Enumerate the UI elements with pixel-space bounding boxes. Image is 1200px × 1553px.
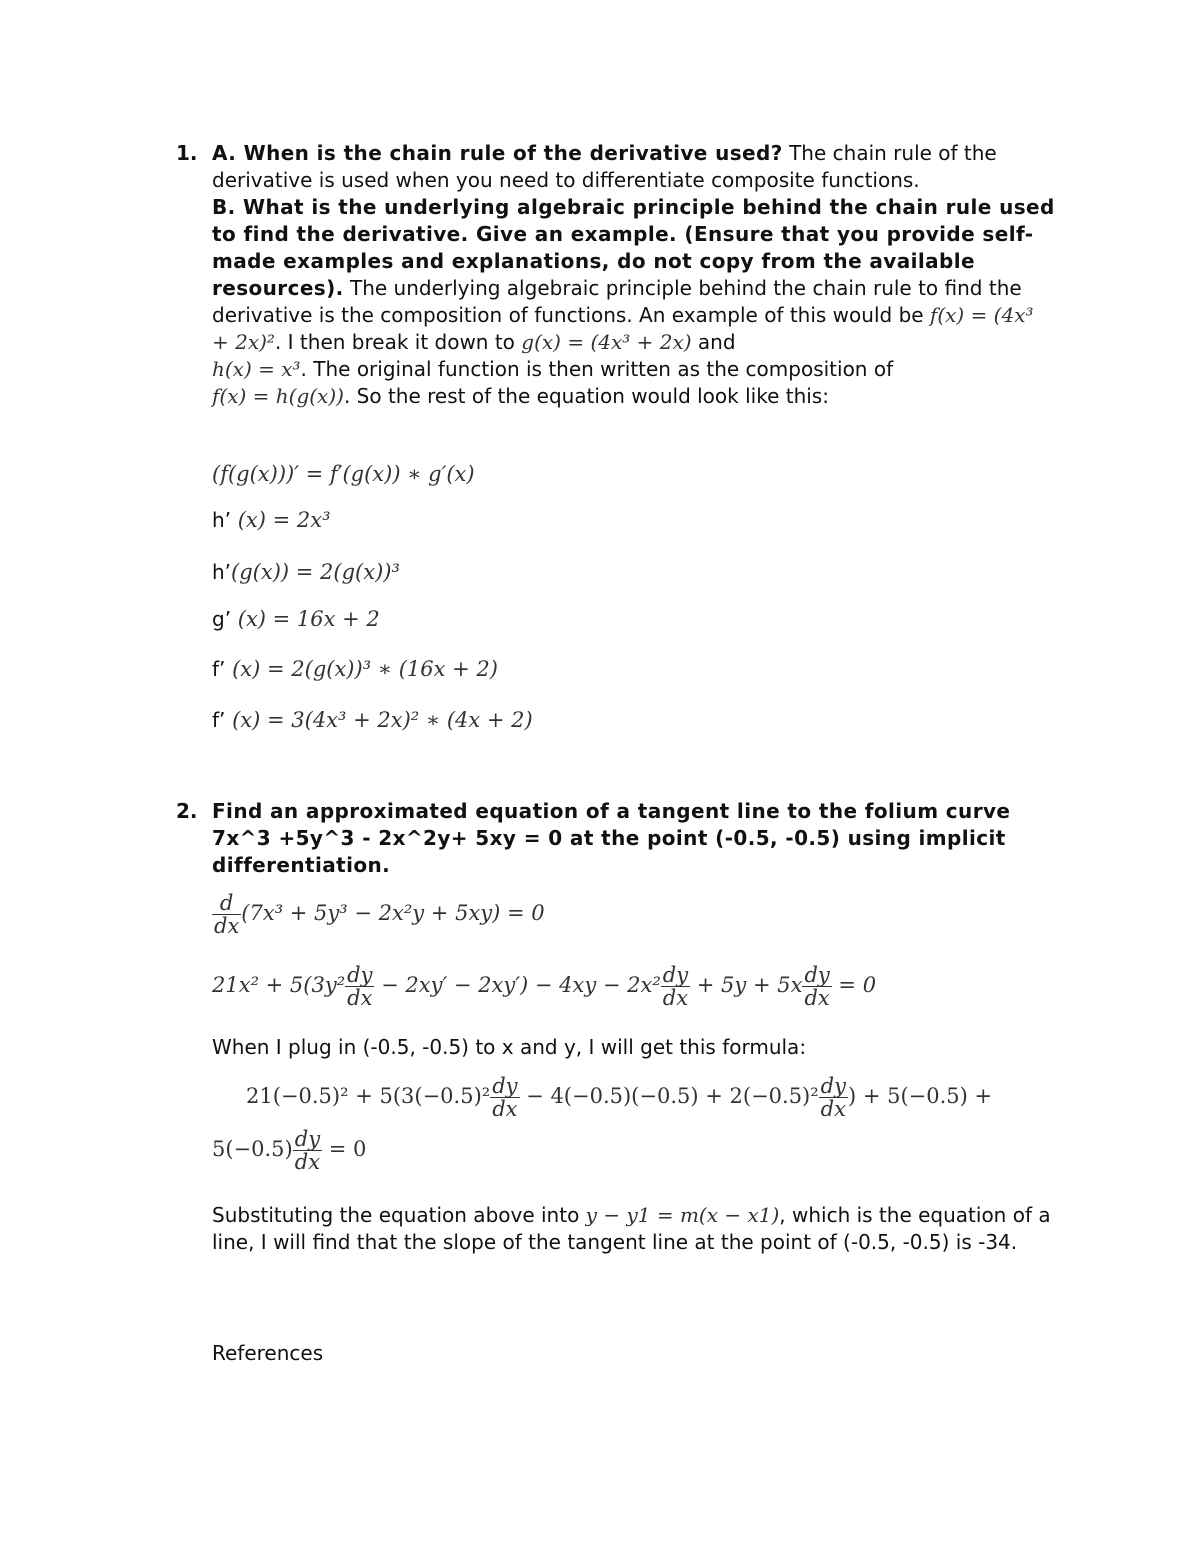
eq-g-prime (212, 607, 380, 631)
eq-h-prime-g-text: (g(x)) = 2(g(x))³ (231, 560, 400, 584)
eq2-part-c: + 5y + 5x (690, 973, 803, 997)
frac-den: dx (214, 914, 240, 938)
eq-implicit-diff-text: (7x³ + 5y³ − 2x²y + 5xy) = 0 (241, 901, 545, 925)
substitution-paragraph (212, 1202, 1062, 1256)
d-dx-fraction (212, 892, 241, 937)
frac-den: dx (294, 1150, 321, 1174)
dy-dx-fraction (802, 964, 831, 1009)
then-break-text: . I then break it down to (274, 330, 522, 354)
eq-h-prime (212, 508, 331, 532)
frac-num: dy (492, 1074, 518, 1098)
eq-g-prime-label: g’ (212, 607, 232, 631)
dy-dx-fraction (490, 1075, 519, 1120)
q1a-answer: The chain rule of the derivative is used when you need to differentiate composite functions. (212, 141, 997, 192)
frac-den: dx (662, 986, 689, 1010)
substitution-text-a: Substituting the equation above into (212, 1203, 586, 1227)
composition-formula: f(x) = h(g(x)) (212, 384, 344, 408)
eq3-part-a: 21(−0.5)² + 5(3(−0.5)² (246, 1084, 491, 1108)
frac-den: dx (804, 986, 830, 1010)
eq-h-prime-label: h’ (212, 508, 232, 532)
question-2 (176, 798, 1056, 879)
eq-g-prime-text: (x) = 16x + 2 (237, 607, 380, 631)
eq2-part-d: = 0 (831, 973, 877, 997)
substitution-text-b: , which is the equation of a line, I will find that the slope of the tangent line at the point of (-0.5, -0.5) is -34. (212, 1203, 1051, 1254)
plug-in-text: When I plug in (-0.5, -0.5) to x and y, I will get this formula: (212, 1035, 807, 1059)
frac-den: dx (820, 1097, 846, 1121)
eq3-part-b: − 4(−0.5)(−0.5) + 2(−0.5)² (519, 1084, 819, 1108)
q1b-question: B. What is the underlying algebraic principle behind the chain rule used to find the derivative. Give an example. (Ensure that you provide self-made examples and explanations, do not copy from the available resources). (212, 195, 1055, 300)
eq-f-prime-2-label: f’ (212, 708, 226, 732)
eq4-part-a: 5(−0.5) (212, 1137, 293, 1161)
frac-den: dx (492, 1097, 518, 1121)
dy-dx-fraction (345, 964, 374, 1009)
and-text: and (691, 330, 736, 354)
eq-f-prime-1-text: (x) = 2(g(x))³ ∗ (16x + 2) (232, 657, 498, 681)
frac-num: dy (804, 963, 830, 987)
q2-question: Find an approximated equation of a tangent line to the folium curve 7x^3 +5y^3 - 2x^2y+ 5xy = 0 at the point (-0.5, -0.5) using implicit differentiation. (212, 799, 1011, 877)
dy-dx-fraction (293, 1128, 322, 1173)
frac-num: dy (662, 963, 689, 987)
eq-substituted-2 (212, 1128, 366, 1173)
eq-implicit-diff (212, 892, 545, 937)
question-1-number: 1. (176, 141, 198, 165)
frac-num: d (212, 892, 241, 915)
q1a-question: A. When is the chain rule of the derivative used? (212, 141, 783, 165)
eq-f-prime-1-label: f’ (212, 657, 226, 681)
eq3-part-c: ) + 5(−0.5) + (847, 1084, 993, 1108)
fx-formula: f(x) = (4x³ + 2x)² (212, 303, 1034, 354)
eq-chain-rule (212, 462, 475, 486)
original-text: . The original function is then written as the composition of (300, 357, 894, 381)
frac-num: dy (347, 963, 373, 987)
question-1 (176, 140, 1056, 410)
eq-h-prime-g (212, 560, 400, 584)
q1b-answer: The underlying algebraic principle behind the chain rule to find the derivative is the composition of functions. An example of this would be (212, 276, 1022, 327)
eq2-part-a: 21x² + 5(3y² (212, 973, 346, 997)
question-2-number: 2. (176, 799, 198, 823)
line-equation: y − y1 = m(x − x1) (585, 1203, 780, 1227)
gx-formula: g(x) = (4x³ + 2x) (521, 330, 692, 354)
eq-derivative-expanded (212, 964, 876, 1009)
eq-f-prime-2-text: (x) = 3(4x³ + 2x)² ∗ (4x + 2) (232, 708, 533, 732)
dy-dx-fraction (661, 964, 690, 1009)
eq-substituted-1 (246, 1075, 992, 1120)
eq4-part-b: = 0 (322, 1137, 367, 1161)
frac-num: dy (294, 1127, 321, 1151)
eq-f-prime-1 (212, 657, 498, 681)
rest-text: . So the rest of the equation would look like this: (343, 384, 829, 408)
eq2-part-b: − 2xy′ − 2xy′) − 4xy − 2x² (374, 973, 661, 997)
eq-f-prime-2 (212, 708, 533, 732)
references-heading: References (212, 1341, 324, 1365)
hx-formula: h(x) = x³ (212, 357, 301, 381)
frac-num: dy (820, 1074, 846, 1098)
frac-den: dx (347, 986, 373, 1010)
eq-chain-rule-text: (f(g(x)))′ = f′(g(x)) ∗ g′(x) (212, 462, 475, 486)
eq-h-prime-text: (x) = 2x³ (237, 508, 331, 532)
eq-h-prime-g-label: h’ (212, 560, 232, 584)
dy-dx-fraction (819, 1075, 848, 1120)
